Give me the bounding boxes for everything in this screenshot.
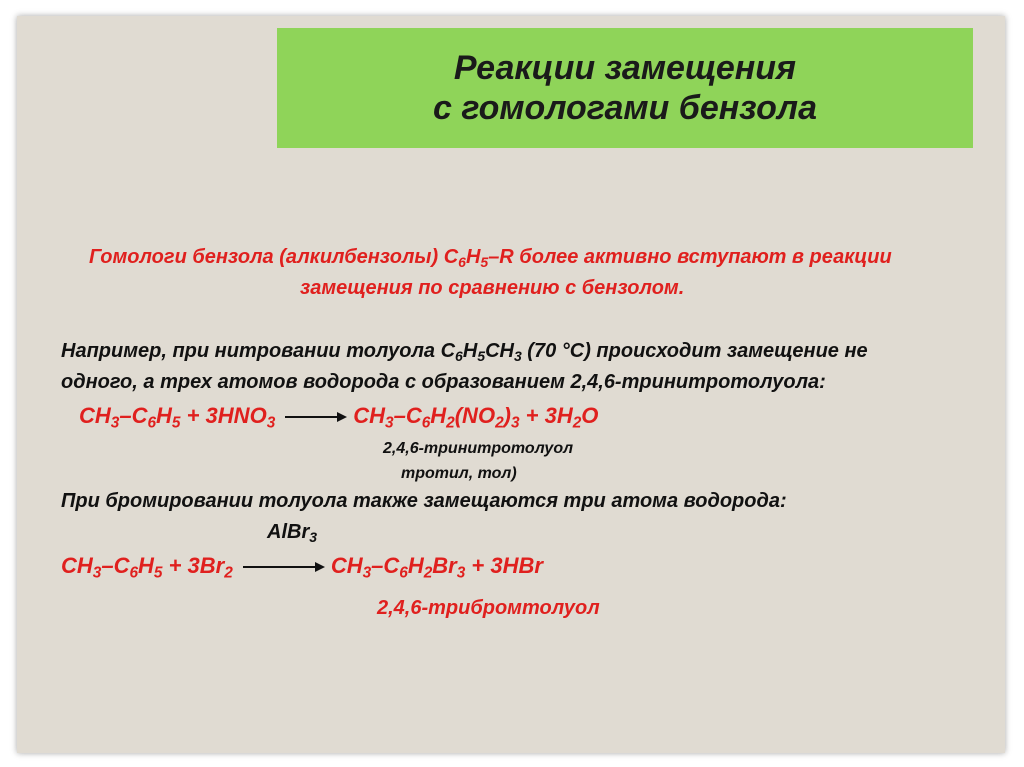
bromination-text: При бромировании толуола также замещаются три атома водорода: (61, 490, 787, 512)
nitration-product-name: 2,4,6-тринитротолуол (383, 440, 574, 457)
slide (17, 16, 1005, 753)
reaction-arrow-icon (243, 560, 325, 574)
intro-line-1: Гомологи бензола (алкилбензолы) $C_6H_5-R$ более активно вступают в реакции (89, 246, 892, 271)
example-line-1: Например, при нитровании толуола $C_6H_5CH_3$ (70 °C) происходит замещение не (61, 340, 868, 365)
example-line-2: одного, а трех атомов водорода с образованием 2,4,6-тринитротолуола: (61, 371, 826, 393)
slide-title-line-2: с гомологами бензола (432, 89, 817, 127)
catalyst-label: AlBr$_3$ (267, 521, 318, 546)
intro-line-2: замещения по сравнению с бензолом. (300, 277, 685, 299)
nitration-equation: $CH_3-C_6H_5 + 3HNO_3$ $CH_3-C_6H_2(NO_2)_3 + 3H_2O$ (79, 403, 599, 432)
slide-body (17, 16, 1005, 753)
slide-title-line-1: Реакции замещения (453, 49, 797, 87)
reaction-arrow-icon (285, 410, 347, 424)
nitration-product-alias: тротил, тол) (401, 465, 517, 482)
bromination-equation: $CH_3-C_6H_5 + 3Br_2$ $CH_3-C_6H_2Br_3 + 3HBr$ (61, 553, 543, 582)
bromination-product-name: 2,4,6-трибромтолуол (377, 597, 600, 619)
